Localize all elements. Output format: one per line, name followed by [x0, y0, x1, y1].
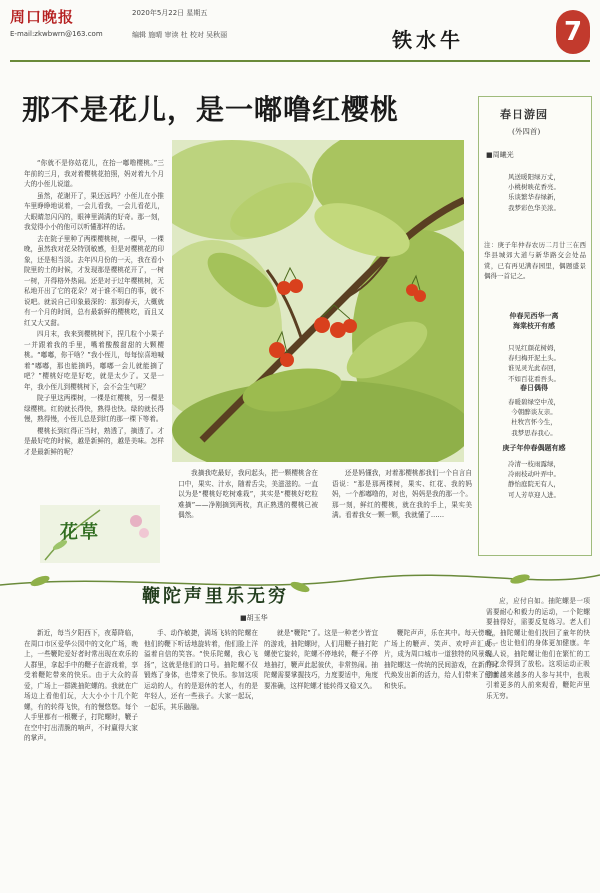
- paragraph: 虽然，花谢开了，果还远吗？小侄儿在小推车里睁睁地说着，一会儿看我，一会儿看花儿，大眼睛忽闪闪的，眼神里满满的好奇。那一刻，我觉得小小的他可以听懂那样的话。: [24, 191, 164, 231]
- sidebar-subtitle: (外四首): [512, 127, 541, 136]
- paragraph: 鞭陀声声，乐在其中。每天傍晚，广场上的鞭声、笑声、欢呼声汇成一片，成为周口城市一道独特的风景线。抽陀螺这一传统的民间游戏，在新的时代焕发出新的活力，给人们带来了健康和快乐。: [384, 629, 498, 690]
- article-column-3: [332, 468, 472, 564]
- header-divider: [10, 60, 590, 62]
- decor-label: 花草: [60, 522, 100, 543]
- poem-line: 今朝醉谈友亲。: [511, 408, 557, 417]
- flower-decoration-icon: [40, 505, 160, 563]
- cherry-tree-illustration: [172, 140, 464, 462]
- sidebar-title: 春日游园: [500, 108, 548, 121]
- poem-title-line: 海棠枝开有感: [513, 321, 555, 330]
- poem-line: 谁见灵光此春回，: [508, 364, 560, 373]
- paragraph: 院子里这两棵树，一棵是红樱桃，另一棵是绿樱桃。红的就长得快，熟得也快。绿的就长得慢，熟得慢，小侄儿总是到红的那一棵下等着。: [24, 394, 164, 423]
- article2-column-5: [486, 596, 590, 850]
- poem: [482, 172, 586, 213]
- cherry-photo: [172, 140, 464, 462]
- article2-column-1: [24, 628, 138, 850]
- paragraph: 去在院子里种了两棵樱桃树，一棵早，一棵晚，虽然我对花朵特别敏感，但是对樱桃花的印象，还是相当淡。去年四月份的一天，我在看小院里的土的时候，才发现那是樱桃花开了，一树一树，开得格外热闹。还是对于过年樱桃树，无私地开出了它的花朵？对于谁不明白的事，就不说吧。就说自己印象最深的：那到春天，大概就有一个月的时间，总有最新鲜的樱桃吃，而且又红又大又甜。: [24, 234, 164, 327]
- paragraph: 手、动作敏捷，满场飞转的陀螺在他们的鞭下听话地旋转着，他们脸上洋溢着自信的笑容。“快乐陀螺，我心飞扬”，这就是他们的口号。抽陀螺不仅锻炼了身体，也带来了快乐。参加这项运动的人，有的是退休的老人，有的是年轻人，还有一些孩子。大家一起玩，一起乐，其乐融融。: [144, 629, 258, 711]
- email-line: E-mail:zkwbwrn@163.com: [10, 30, 103, 38]
- article-column-1: [24, 158, 164, 556]
- poem-line: 我梦彩色华美浓。: [508, 203, 560, 212]
- poem-title-line: 仲春见西华一离: [509, 311, 559, 320]
- paragraph: 就是“鞭陀”了。这是一种老少皆宜的游戏，抽陀螺时，人们用鞭子抽打陀螺使它旋转，陀螺不停地转，鞭子不停地抽打，鞭声此起彼伏，非常热闹。抽陀螺需要掌握技巧，力度要适中，角度要准确，这样陀螺才能转得又稳又久。: [264, 629, 378, 690]
- article-column-2: [178, 468, 318, 564]
- article2-column-3: [264, 628, 378, 850]
- poem-note: 注：庚子年仲春农历二月廿三在西华县城郊大道与新华路交会处品赏，已有再见满春园里，偶题盛景偶得一首记之。: [484, 241, 586, 280]
- section-title: 铁水牛: [392, 28, 464, 52]
- paragraph: 我摘我吃最好，我问起头，把一颗樱桃含在口中，果实、汁水，随着舌尖，美滋滋的。一直以为是“樱桃好吃树难栽”，其实是“樱桃好吃粒难摘”——净刚摘到两枚，真正熟透的樱桃已被偶然。: [178, 469, 318, 519]
- paragraph: 应，应付自如。抽陀螺是一项需要耐心和毅力的运动，一个陀螺要抽得好，需要反复练习。老人们说，抽陀螺让他们找回了童年的快乐，也让他们的身体更加健康。年轻人说，抽陀螺让他们在繁忙的工作之余得到了放松。这项运动正吸引着越来越多的人参与其中，也吸引着更多的人前来观看，鞭陀声里乐无穷。: [486, 597, 590, 700]
- poem-line: 我梦思春我心。: [511, 428, 557, 437]
- article2-headline: 鞭陀声里乐无穷: [142, 586, 289, 607]
- poem-line: 乐谈繁华春绿新，: [508, 193, 560, 202]
- poem: [482, 397, 586, 438]
- article-headline: 那不是花儿，是一嘟噜红樱桃: [22, 93, 400, 126]
- sidebar-author: ■周曦光: [486, 151, 514, 159]
- poem-title: 春日偶得: [520, 383, 548, 392]
- poem-line: 春暖碧绿空中茂，: [508, 398, 560, 406]
- article2-column-2: [144, 628, 258, 850]
- poem-line: 冷清一枝雨露绿，: [508, 460, 560, 468]
- poem-line: 杜牧宫怀今生，: [511, 418, 557, 427]
- paragraph: 新近，每当夕阳西下，夜幕降临，在周口市区爱华公园中的文化广场，晚上，一些鞭陀爱好者时常出现在欢乐的人群里，拿起手中的鞭子在游戏着，享受着鞭陀带来的快乐。由于大众的喜爱，广场上一群跳抽陀螺的。我就在广场边上看他们玩，大大小小十几个陀螺，有的转得飞快，有的慢悠悠。每个人手里都有一根鞭子，打陀螺时，鞭子在空中打出清脆的响声，不时赢得大家的掌声。: [24, 629, 138, 742]
- date-line: 2020年5月22日 星期五: [132, 9, 208, 17]
- poem-line: 风送暖阳绿万丈，: [508, 173, 560, 181]
- page-number-badge: 7: [556, 10, 590, 54]
- poem-line: 不如百花看吾头。: [508, 374, 560, 383]
- poem: [482, 459, 586, 500]
- poem-line: 春归梅开泥土头。: [508, 354, 560, 363]
- newspaper-logo: 周口晚报: [10, 8, 75, 26]
- paragraph: “你就不是你姑花儿，在抬一嘟噜樱桃。”三年前的三月，我对着樱桃花拍照，妈对着九个月大的小侄儿说道。: [24, 159, 164, 188]
- article2-column-4: [384, 628, 498, 850]
- poem-line: 静怡庭院无有人，: [508, 480, 560, 489]
- paragraph: 四月末，我来到樱桃树下，捏几粒个小果子一并跟着我的手里，嘴着酸酸甜甜的大颗樱桃。“嘟嘟，你干啥？”我小侄儿，每每惊喜地喊着“嘟嘟，那也能摘吗，嘟嘟一会儿就能摘了吧？”樱桃好吃是好吃，就是太少了。又是一年，我小侄儿到樱桃树下，会不会生气呢？: [24, 330, 164, 391]
- poem-title: 庚子年仲春偶题有感: [502, 443, 566, 452]
- staff-line: 编辑 施晴 审读 杜 校对 吴秋丽: [132, 31, 228, 39]
- article2-byline: ■胡玉华: [240, 614, 268, 622]
- branch-divider-icon: [0, 565, 600, 599]
- paragraph: 樱桃长到红得正当时，熟透了，摘透了。才是最好吃的时候，越是新鲜的，越是美味。怎样才是最新鲜的呢？: [24, 426, 164, 456]
- poem-line: 冷雨枝动叶弄中。: [508, 470, 560, 479]
- paragraph: 还是妈懂我，对着那樱桃都我们一个自言自语说：“那是那两棵树，果实、红花、我的妈妈，一个都嘟噜的，对也，妈妈是我的那一个。那一刻，鲜红的樱桃，就在我的手上，果实美满。看着我女一颗一颗，我就懂了……: [332, 469, 472, 519]
- poem-line: 可人芳草迎人进。: [508, 490, 560, 499]
- poem-line: 小桃树映花香亮。: [508, 183, 560, 192]
- poem-line: 只见红颜花树姆，: [508, 344, 560, 352]
- poem: [482, 343, 586, 384]
- poem-title: [482, 311, 586, 331]
